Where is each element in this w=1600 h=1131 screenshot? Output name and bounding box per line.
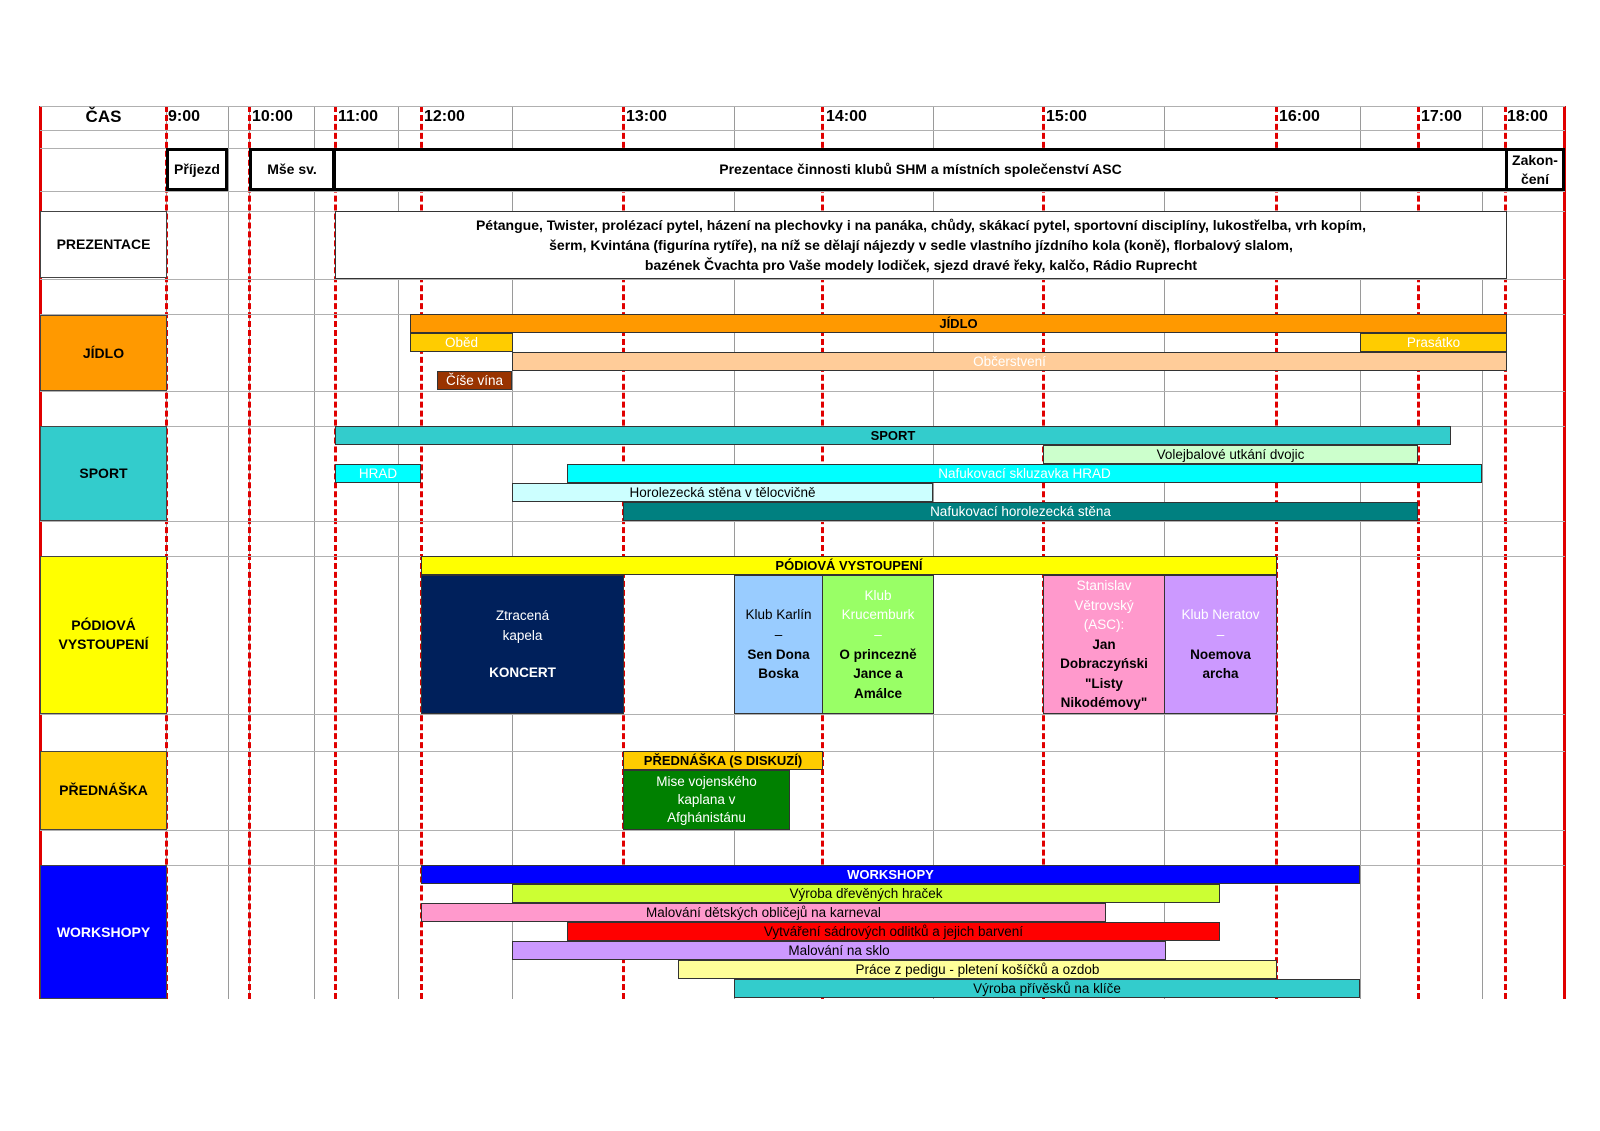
- time-label: 14:00: [826, 108, 867, 125]
- grid-row-line: [40, 830, 1565, 831]
- time-label: 10:00: [252, 108, 293, 125]
- prezentace-line-3: bazének Čvachta pro Vaše modely lodiček, sjezd dravé řeky, kalčo, Rádio Ruprecht: [644, 257, 1198, 273]
- mass-block: Mše sv.: [249, 148, 335, 191]
- klub-neratov-name: Klub Neratov: [1181, 607, 1260, 623]
- workshop-bar: Práce z pedigu - pletení košíčků a ozdob: [678, 960, 1277, 979]
- ztracena-kapela-name: Ztracená kapela: [495, 608, 550, 643]
- grid-row-line: [40, 191, 1565, 192]
- prasatko-bar: Prasátko: [1360, 333, 1507, 352]
- category-prednaska: PŘEDNÁŠKA: [40, 751, 167, 830]
- time-column-label: ČAS: [85, 107, 122, 126]
- grid-row-line: [40, 106, 1565, 107]
- klub-karlin-name: Klub Karlín: [745, 607, 812, 623]
- obed-bar: Oběd: [410, 333, 513, 352]
- workshop-bar: Výroba dřevěných hraček: [512, 884, 1220, 903]
- klub-krucemburk-title: O princezně Jance a Amálce: [839, 646, 917, 701]
- workshopy-header-bar: WORKSHOPY: [421, 865, 1360, 884]
- prednaska-header-bar: PŘEDNÁŠKA (S DISKUZÍ): [623, 751, 823, 770]
- klub-neratov-title: Noemova archa: [1190, 646, 1251, 682]
- category-prezentace: PREZENTACE: [40, 211, 167, 278]
- vetrovsky-title: Jan Dobraczyński "Listy Nikodémovy": [1060, 636, 1148, 711]
- category-sport: SPORT: [40, 426, 167, 521]
- klub-krucemburk-box: [822, 575, 934, 714]
- klub-karlin-dash: –: [774, 626, 783, 642]
- category-podiova: PÓDIOVÁ VYSTOUPENÍ: [40, 556, 167, 714]
- prezentace-line-1: Pétangue, Twister, prolézací pytel, házení na plechovky i na panáka, chůdy, skákací pytel, sportovní disciplíny, lukostřelba, vrh kopím,: [475, 217, 1367, 233]
- hrad-bar: HRAD: [335, 464, 421, 483]
- grid-row-line: [40, 130, 1565, 131]
- volejbal-bar: Volejbalové utkání dvojic: [1043, 445, 1418, 464]
- time-label: 12:00: [424, 108, 465, 125]
- klub-karlin-box: [734, 575, 823, 714]
- time-label: 9:00: [168, 108, 201, 125]
- workshop-bar: Malování dětských obličejů na karneval: [421, 903, 1106, 922]
- category-jidlo: JÍDLO: [40, 315, 167, 391]
- workshop-bar: Výroba přívěsků na klíče: [734, 979, 1360, 998]
- workshop-bar: Vytváření sádrových odlitků a jejich barvení: [567, 922, 1220, 941]
- klub-neratov-dash: –: [1216, 626, 1225, 642]
- klub-krucemburk-dash: –: [874, 626, 882, 642]
- time-label: 13:00: [626, 108, 667, 125]
- time-label: 16:00: [1279, 108, 1320, 125]
- grid-row-line: [40, 521, 1565, 522]
- ztracena-kapela-box: [421, 575, 624, 714]
- prezentace-activities: [335, 211, 1507, 279]
- obcerstveni-bar: Občerstvení: [512, 352, 1507, 371]
- horolezecka-telocvicna-bar: Horolezecká stěna v tělocvičně: [512, 483, 933, 502]
- arrival-block: Příjezd: [166, 148, 228, 191]
- category-workshopy: WORKSHOPY: [40, 865, 167, 999]
- time-label: 15:00: [1046, 108, 1087, 125]
- closing-block: Zakon-čení: [1505, 148, 1565, 191]
- time-label: 11:00: [338, 108, 379, 125]
- grid-row-line: [40, 714, 1565, 715]
- klub-neratov-box: [1164, 575, 1277, 714]
- skluzavka-bar: Nafukovací skluzavka HRAD: [567, 464, 1482, 483]
- ztracena-kapela-title: KONCERT: [489, 665, 556, 681]
- prednaska-talk: Mise vojenského kaplana v Afghánistánu: [656, 773, 757, 826]
- time-label: 17:00: [1421, 108, 1462, 125]
- prezentace-line-2: šerm, Kvintána (figurína rytíře), na níž se dělají nájezdy v sedle vlastního jízdního kola (koně), florbalový slalom,: [549, 237, 1293, 253]
- cise-vina-bar: Číše vína: [437, 371, 512, 390]
- sport-header-bar: SPORT: [335, 426, 1451, 445]
- grid-row-line: [40, 391, 1565, 392]
- workshop-bar: Malování na sklo: [512, 941, 1166, 960]
- vetrovsky-person: Stanislav Větrovský (ASC):: [1074, 578, 1134, 633]
- horolezecka-nafukovaci-bar: Nafukovací horolezecká stěna: [623, 502, 1418, 521]
- vetrovsky-box: [1043, 575, 1165, 714]
- klub-karlin-title: Sen Dona Boska: [747, 646, 810, 682]
- prednaska-talk-box: [623, 770, 790, 830]
- podiova-header-bar: PÓDIOVÁ VYSTOUPENÍ: [421, 556, 1277, 575]
- time-label: 18:00: [1507, 108, 1548, 125]
- jidlo-header-bar: JÍDLO: [410, 314, 1507, 333]
- presentation-header-block: Prezentace činnosti klubů SHM a místních společenství ASC: [333, 148, 1508, 191]
- grid-row-line: [40, 279, 1565, 280]
- klub-krucemburk-name: Klub Krucemburk: [841, 587, 915, 623]
